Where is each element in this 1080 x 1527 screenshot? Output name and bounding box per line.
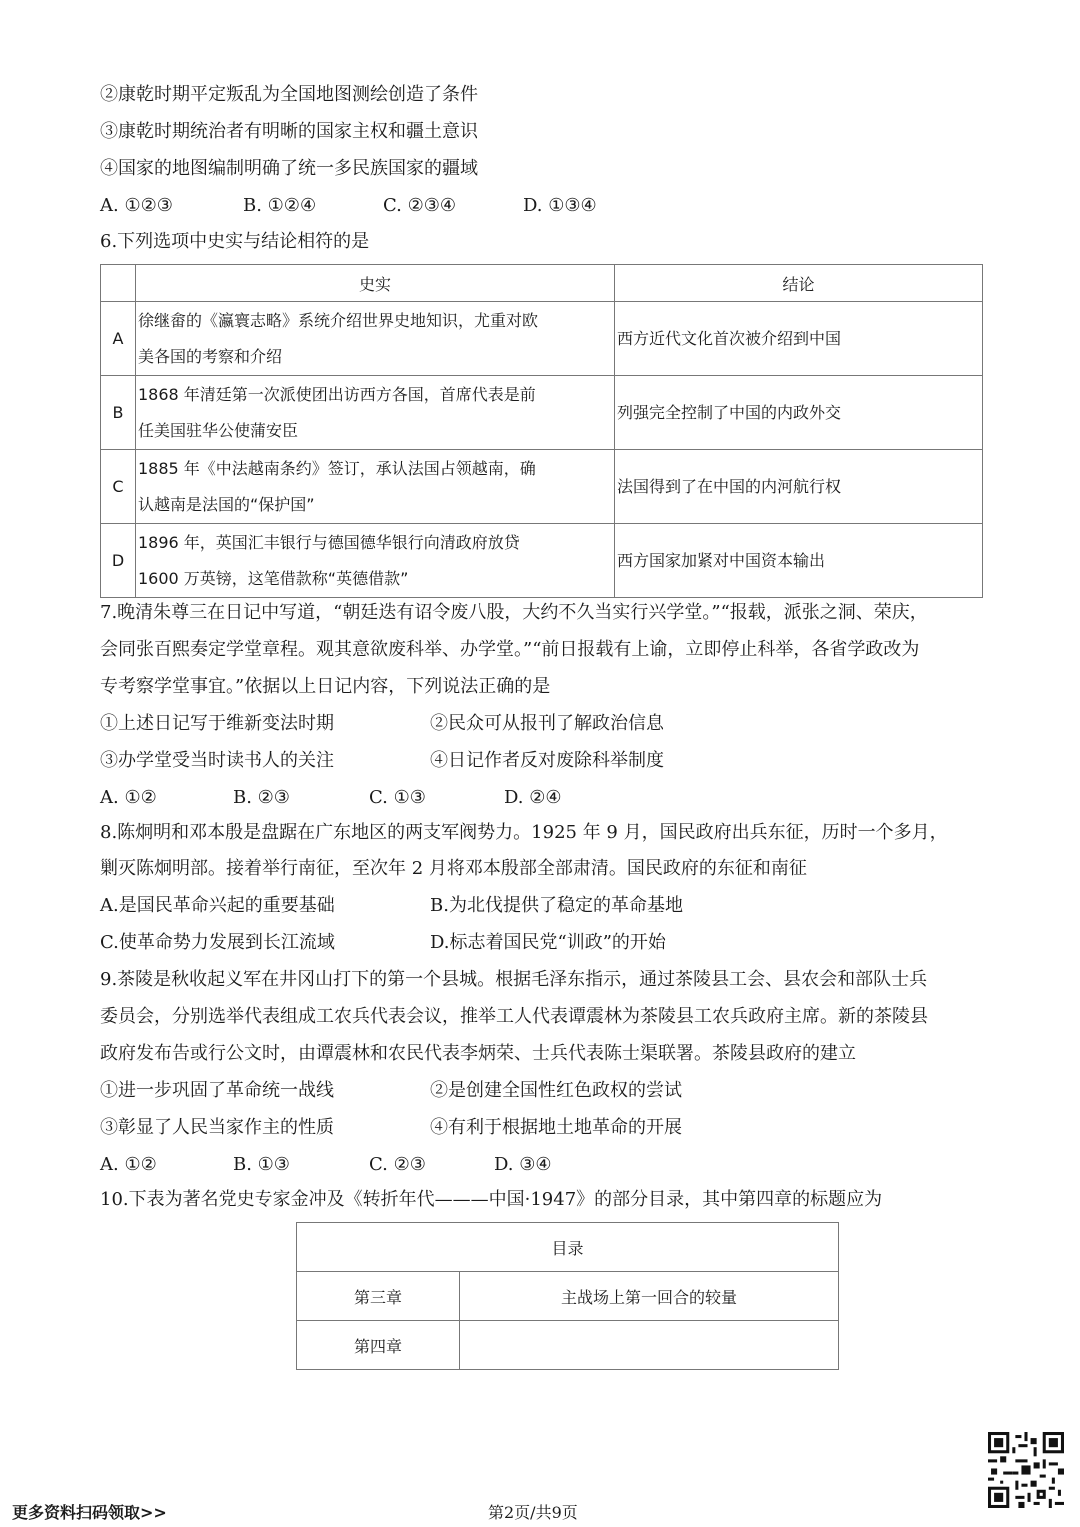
q9-option-a: A. ①② bbox=[100, 1154, 157, 1175]
q6-row-conclusion: 列强完全控制了中国的内政外交 bbox=[615, 376, 983, 450]
q10-stem: 10.下表为著名党史专家金冲及《转折年代———中国·1947》的部分目录，其中第四章的标题应为 bbox=[100, 1189, 883, 1210]
fact-line: 认越南是法国的“保护国” bbox=[138, 494, 315, 514]
q5-item-2: ②康乾时期平定叛乱为全国地图测绘创造了条件 bbox=[100, 84, 478, 105]
q9-option-c: C. ②③ bbox=[369, 1154, 426, 1175]
q6-table bbox=[100, 264, 983, 598]
q6-row-label: C bbox=[101, 450, 136, 524]
q9-options bbox=[100, 1153, 552, 1177]
q7-item-3: ③办学堂受当时读书人的关注 bbox=[100, 750, 334, 771]
table-row bbox=[297, 1321, 839, 1370]
fact-line: 1600 万英镑，这笔借款称“英德借款” bbox=[138, 568, 409, 588]
q8-option-b: B.为北伐提供了稳定的革命基地 bbox=[430, 895, 683, 916]
q8-option-d: D.标志着国民党“训政”的开始 bbox=[430, 932, 666, 953]
q7-line-2: 会同张百熙奏定学堂章程。观其意欲废科举、办学堂。”“前日报载有上谕，立即停止科举，各省学政改为 bbox=[100, 639, 920, 660]
q6-row-conclusion: 西方近代文化首次被介绍到中国 bbox=[615, 302, 983, 376]
table-row bbox=[101, 450, 983, 524]
q10-chapter-3-title: 主战场上第一回合的较量 bbox=[460, 1272, 839, 1321]
q6-row-label: B bbox=[101, 376, 136, 450]
table-row bbox=[101, 302, 983, 376]
q6-row-fact bbox=[136, 302, 615, 376]
q7-option-c: C. ①③ bbox=[369, 787, 426, 808]
q6-table-header bbox=[101, 265, 983, 302]
q9-line-2: 委员会，分别选举代表组成工农兵代表会议，推举工人代表谭震林为茶陵县工农兵政府主席。新的茶陵县 bbox=[100, 1006, 928, 1027]
qr-code-icon bbox=[988, 1432, 1064, 1508]
table-row bbox=[297, 1272, 839, 1321]
q8-line-2: 剿灭陈炯明部。接着举行南征，至次年 2 月将邓本殷部全部肃清。国民政府的东征和南征 bbox=[100, 858, 807, 879]
q6-header-fact: 史实 bbox=[136, 265, 615, 302]
q7-item-4: ④日记作者反对废除科举制度 bbox=[430, 750, 664, 771]
fact-line: 1885 年《中法越南条约》签订，承认法国占领越南，确 bbox=[138, 458, 536, 478]
q5-option-d: D. ①③④ bbox=[523, 195, 597, 216]
footer-promo-link[interactable]: 更多资料扫码领取>> bbox=[12, 1503, 167, 1522]
table-row bbox=[101, 376, 983, 450]
page-number: 第2页/共9页 bbox=[488, 1503, 578, 1522]
q10-chapter-3-label: 第三章 bbox=[297, 1272, 460, 1321]
q6-row-fact bbox=[136, 524, 615, 598]
q8-line-1: 8.陈炯明和邓本殷是盘踞在广东地区的两支军阀势力。1925 年 9 月，国民政府出兵东征，历时一个多月， bbox=[100, 822, 948, 843]
q6-row-label: D bbox=[101, 524, 136, 598]
q10-toc-table bbox=[296, 1222, 839, 1370]
q9-option-d: D. ③④ bbox=[494, 1154, 552, 1175]
q9-line-1: 9.茶陵是秋收起义军在井冈山打下的第一个县城。根据毛泽东指示，通过茶陵县工会、县农会和部队士兵 bbox=[100, 969, 928, 990]
table-row bbox=[297, 1223, 839, 1272]
q7-line-1: 7.晚清朱尊三在日记中写道，“朝廷迭有诏令废八股，大约不久当实行兴学堂。”“报载，派张之洞、荣庆， bbox=[100, 602, 928, 623]
fact-line: 1896 年，英国汇丰银行与德国德华银行向清政府放贷 bbox=[138, 532, 520, 552]
fact-line: 徐继畲的《瀛寰志略》系统介绍世界史地知识，尤重对欧 bbox=[138, 310, 539, 330]
q9-item-4: ④有利于根据地土地革命的开展 bbox=[430, 1117, 682, 1138]
q6-row-fact bbox=[136, 376, 615, 450]
q5-option-c: C. ②③④ bbox=[383, 195, 456, 216]
q9-item-3: ③彰显了人民当家作主的性质 bbox=[100, 1117, 334, 1138]
q6-row-conclusion: 西方国家加紧对中国资本输出 bbox=[615, 524, 983, 598]
q7-option-b: B. ②③ bbox=[233, 787, 290, 808]
q7-item-1: ①上述日记写于维新变法时期 bbox=[100, 713, 334, 734]
q5-option-b: B. ①②④ bbox=[243, 195, 317, 216]
q5-item-3: ③康乾时期统治者有明晰的国家主权和疆土意识 bbox=[100, 121, 478, 142]
q9-item-1: ①进一步巩固了革命统一战线 bbox=[100, 1080, 334, 1101]
q7-option-d: D. ②④ bbox=[504, 787, 562, 808]
q6-row-fact bbox=[136, 450, 615, 524]
q9-option-b: B. ①③ bbox=[233, 1154, 290, 1175]
q10-chapter-4-label: 第四章 bbox=[297, 1321, 460, 1370]
q6-stem: 6.下列选项中史实与结论相符的是 bbox=[100, 231, 370, 252]
q6-header-blank bbox=[101, 265, 136, 302]
q10-chapter-4-title bbox=[460, 1321, 839, 1370]
q9-item-2: ②是创建全国性红色政权的尝试 bbox=[430, 1080, 682, 1101]
q6-header-conclusion: 结论 bbox=[615, 265, 983, 302]
q7-line-3: 专考察学堂事宜。”依据以上日记内容，下列说法正确的是 bbox=[100, 676, 551, 697]
q5-option-a: A. ①②③ bbox=[100, 195, 173, 216]
q5-options bbox=[100, 194, 597, 218]
q5-item-4: ④国家的地图编制明确了统一多民族国家的疆域 bbox=[100, 158, 478, 179]
q7-option-a: A. ①② bbox=[100, 787, 157, 808]
q10-toc-title: 目录 bbox=[297, 1223, 839, 1272]
q6-row-conclusion: 法国得到了在中国的内河航行权 bbox=[615, 450, 983, 524]
q8-option-a: A.是国民革命兴起的重要基础 bbox=[100, 895, 335, 916]
q7-item-2: ②民众可从报刊了解政治信息 bbox=[430, 713, 664, 734]
fact-line: 任美国驻华公使蒲安臣 bbox=[138, 420, 299, 440]
fact-line: 美各国的考察和介绍 bbox=[138, 346, 283, 366]
q9-line-3: 政府发布告或行公文时，由谭震林和农民代表李炳荣、士兵代表陈士渠联署。茶陵县政府的建立 bbox=[100, 1043, 856, 1064]
q7-options bbox=[100, 786, 562, 810]
q6-row-label: A bbox=[101, 302, 136, 376]
q8-option-c: C.使革命势力发展到长江流域 bbox=[100, 932, 335, 953]
table-row bbox=[101, 524, 983, 598]
fact-line: 1868 年清廷第一次派使团出访西方各国，首席代表是前 bbox=[138, 384, 536, 404]
